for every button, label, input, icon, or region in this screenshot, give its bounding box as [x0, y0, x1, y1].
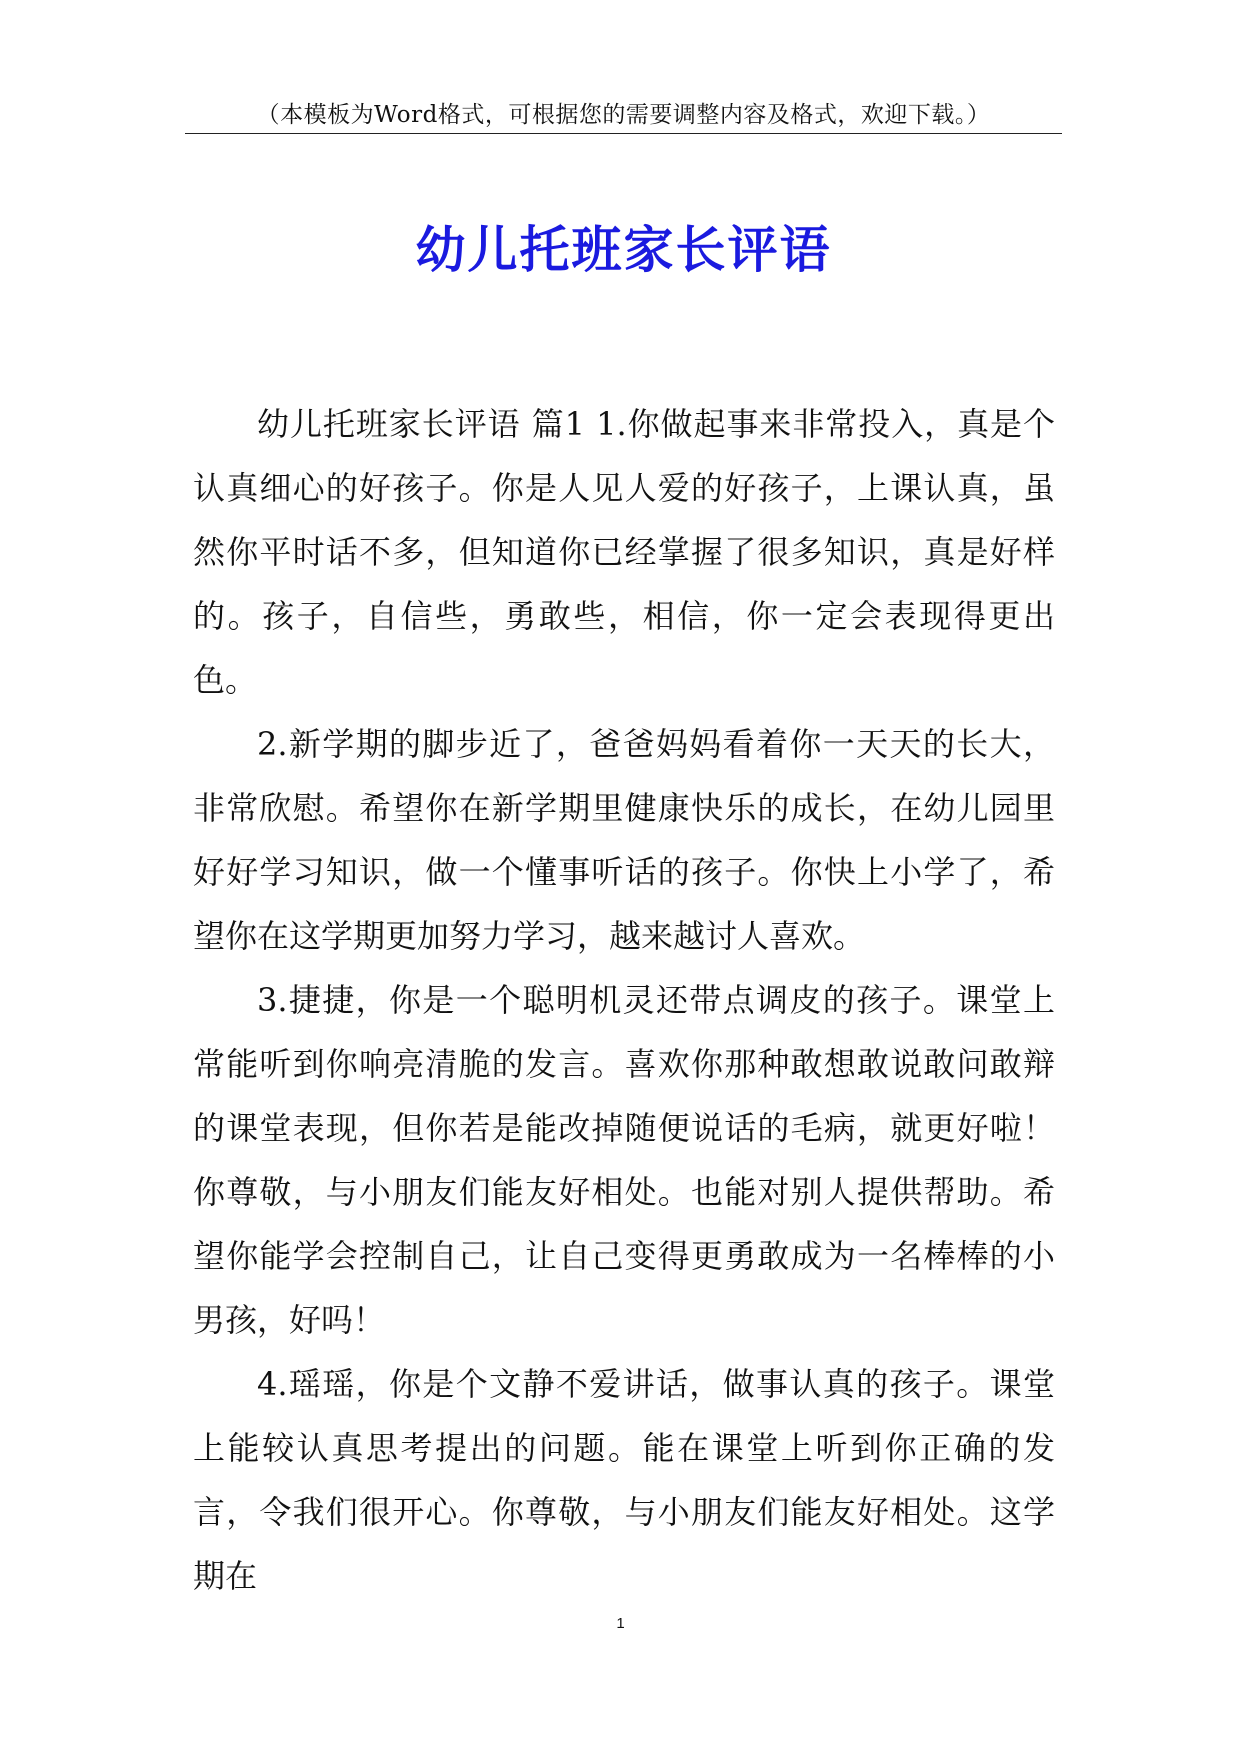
page-number: 1 [616, 1615, 625, 1632]
paragraph-4: 4.瑶瑶，你是个文静不爱讲话，做事认真的孩子。课堂上能较认真思考提出的问题。能在课堂上听到你正确的发言，令我们很开心。你尊敬，与小朋友们能友好相处。这学期在 [193, 1365, 1055, 1595]
paragraph-1: 幼儿托班家长评语 篇1 1.你做起事来非常投入，真是个认真细心的好孩子。你是人见人爱的好孩子，上课认真，虽然你平时话不多，但知道你已经掌握了很多知识，真是好样的。孩子，自信些，勇敢些，相信，你一定会表现得更出色。 [193, 405, 1055, 699]
document-title: 幼儿托班家长评语 [415, 220, 832, 279]
document-body [193, 392, 1055, 1608]
paragraph-2: 2.新学期的脚步近了，爸爸妈妈看着你一天天的长大，非常欣慰。希望你在新学期里健康快乐的成长，在幼儿园里好好学习知识，做一个懂事听话的孩子。你快上小学了，希望你在这学期更加努力学习，越来越讨人喜欢。 [193, 725, 1055, 955]
header-divider [185, 133, 1062, 134]
paragraph-3: 3.捷捷，你是一个聪明机灵还带点调皮的孩子。课堂上常能听到你响亮清脆的发言。喜欢你那种敢想敢说敢问敢辩的课堂表现，但你若是能改掉随便说话的毛病，就更好啦！你尊敬，与小朋友们能友好相处。也能对别人提供帮助。希望你能学会控制自己，让自己变得更勇敢成为一名棒棒的小男孩，好吗！ [193, 981, 1055, 1339]
header-note: （本模板为Word格式，可根据您的需要调整内容及格式，欢迎下载。） [256, 102, 991, 128]
